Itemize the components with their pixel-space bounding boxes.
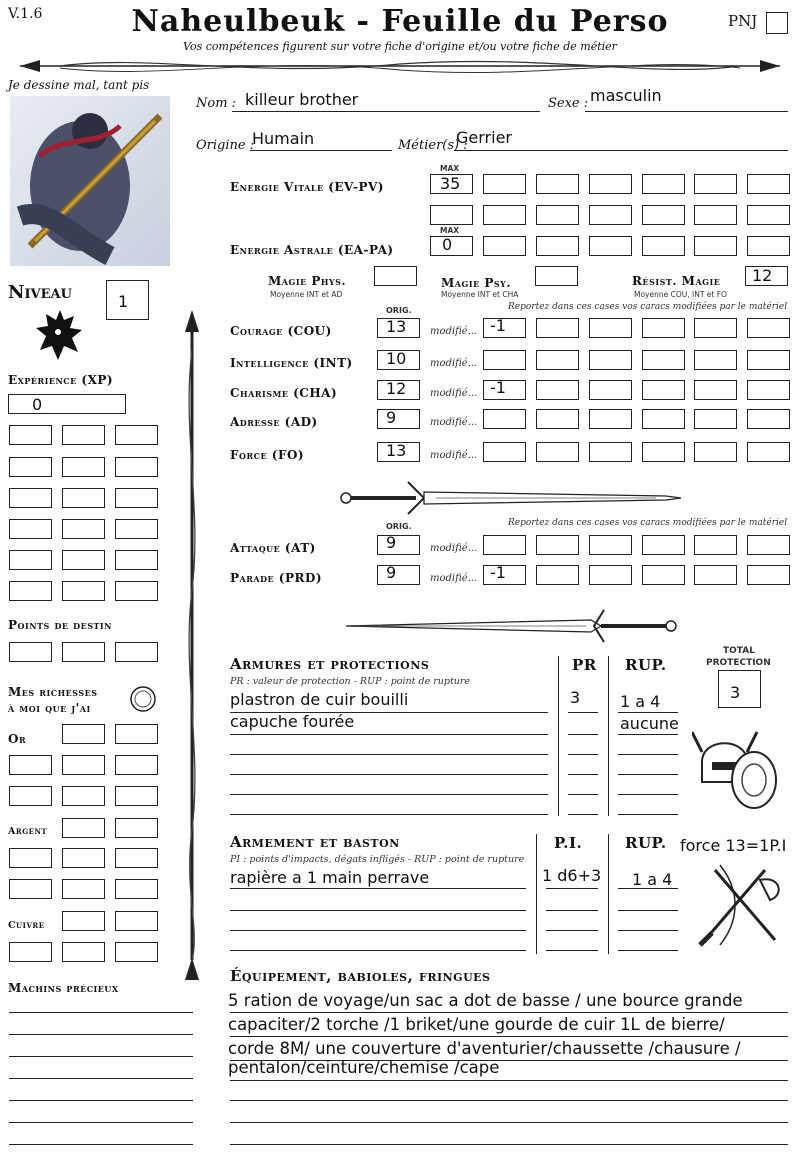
money-box[interactable]: [115, 879, 158, 899]
page-title: Naheulbeuk - Feuille du Perso: [131, 4, 669, 39]
weapon-pi-line: [546, 950, 598, 951]
xp-box[interactable]: [115, 457, 158, 477]
armor-col-sep-2: [608, 656, 609, 816]
stat-mod-box[interactable]: [483, 409, 526, 429]
ev-tracker-box[interactable]: [589, 205, 632, 225]
ev-max-value: 35: [440, 174, 461, 193]
equip-line: [230, 1080, 788, 1081]
magie-psy-note: Moyenne INT et CHA: [441, 290, 519, 299]
stat-mod-box[interactable]: [747, 442, 790, 462]
armor-rup-line: [618, 712, 678, 713]
stat-mod-box[interactable]: [536, 380, 579, 400]
sexe-underline: [585, 111, 788, 112]
combat-orig-value: 9: [386, 533, 397, 552]
ev-tracker-box[interactable]: [747, 174, 790, 194]
metier-label: Métier(s) :: [398, 138, 468, 153]
stat-mod-box[interactable]: [747, 350, 790, 370]
armor-pr-line: [568, 814, 598, 815]
ev-tracker-box[interactable]: [694, 205, 737, 225]
stat-orig-value: 10: [386, 349, 407, 368]
weapon-name-line: [230, 910, 526, 911]
weapon-rup-line: [618, 950, 678, 951]
xp-label: Expérience (XP): [8, 373, 114, 387]
magie-psy-box[interactable]: [535, 266, 578, 286]
nom-underline: [232, 111, 540, 112]
ev-tracker-box[interactable]: [483, 174, 526, 194]
money-box[interactable]: [115, 724, 158, 744]
weapon-name-line: [230, 888, 526, 889]
crossed-weapons-icon: [690, 860, 790, 950]
stat-mod-box[interactable]: [642, 409, 685, 429]
origine-field[interactable]: Humain: [252, 129, 315, 148]
ev-tracker-box[interactable]: [642, 205, 685, 225]
weapon-rup[interactable]: 1 a 4: [632, 870, 673, 889]
xp-box[interactable]: [62, 550, 105, 570]
xp-box[interactable]: [62, 581, 105, 601]
armor-pr-line: [568, 734, 598, 735]
version-label: V.1.6: [8, 6, 43, 22]
weapons-title: Armement et baston: [230, 833, 400, 851]
combat-label: Parade (PRD): [230, 571, 323, 585]
money-box[interactable]: [115, 818, 158, 838]
ea-tracker-box[interactable]: [589, 236, 632, 256]
stat-mod-box[interactable]: [483, 442, 526, 462]
money-box[interactable]: [9, 848, 52, 868]
destin-box[interactable]: [115, 642, 158, 662]
resist-magie-value: 12: [752, 266, 773, 285]
stat-mod-box[interactable]: [589, 318, 632, 338]
machins-label: Machins précieux: [8, 981, 119, 995]
equip-text[interactable]: corde 8M/ une couverture d'aventurier/chaussette /chausure /: [228, 1039, 741, 1058]
total-protection-value: 3: [730, 683, 741, 702]
ev-tracker-box[interactable]: [536, 174, 579, 194]
force-note: force 13=1P.I: [680, 836, 787, 855]
armor-rup-line: [618, 754, 678, 755]
xp-box[interactable]: [9, 488, 52, 508]
money-box[interactable]: [9, 942, 52, 962]
money-box[interactable]: [62, 818, 105, 838]
xp-box[interactable]: [115, 550, 158, 570]
resist-magie-note: Moyenne COU, INT et FO: [634, 290, 727, 299]
money-box[interactable]: [115, 942, 158, 962]
destin-label: Points de destin: [8, 618, 112, 632]
weapon-pi-line: [546, 888, 598, 889]
combat-mod-box[interactable]: [747, 565, 790, 585]
stats-orig-label: ORIG.: [386, 306, 412, 315]
xp-box[interactable]: [9, 550, 52, 570]
sword-divider-icon: [336, 478, 686, 518]
xp-box[interactable]: [62, 425, 105, 445]
stat-mod-box[interactable]: [694, 442, 737, 462]
machins-line: [9, 1034, 193, 1035]
argent-label: Argent: [8, 826, 48, 837]
ea-tracker-box[interactable]: [747, 236, 790, 256]
stat-label: Force (FO): [230, 448, 305, 462]
equip-line: [230, 1122, 788, 1123]
stat-mod-box[interactable]: [589, 442, 632, 462]
ev-tracker-box[interactable]: [642, 174, 685, 194]
stat-modifie-label: modifié...: [430, 450, 478, 461]
stat-mod-box[interactable]: [747, 409, 790, 429]
money-box[interactable]: [115, 911, 158, 931]
stat-mod-box[interactable]: [483, 350, 526, 370]
niveau-value: 1: [118, 292, 129, 311]
stat-mod-box[interactable]: [694, 318, 737, 338]
sexe-field[interactable]: masculin: [590, 86, 662, 105]
equip-text[interactable]: 5 ration de voyage/un sac a dot de basse / une bource grande: [228, 991, 743, 1010]
niveau-label: Niveau: [8, 282, 72, 303]
character-portrait: [10, 96, 170, 266]
stats-note: Reportez dans ces cases vos caracs modifiées par le matériel: [508, 302, 788, 312]
stat-orig-value: 12: [386, 379, 407, 398]
metier-field[interactable]: Gerrier: [456, 128, 512, 147]
destin-box[interactable]: [62, 642, 105, 662]
money-box[interactable]: [115, 786, 158, 806]
stat-mod-box[interactable]: [747, 380, 790, 400]
xp-value: 0: [32, 395, 43, 414]
magie-phys-label: Magie Phys.: [268, 274, 347, 288]
page-subtitle: Vos compétences figurent sur votre fiche d'origine et/ou votre fiche de métier: [183, 40, 617, 53]
xp-box[interactable]: [62, 519, 105, 539]
weapon-name-line: [230, 950, 526, 951]
stat-label: Courage (COU): [230, 324, 332, 338]
money-box[interactable]: [62, 848, 105, 868]
combat-modifie-label: modifié...: [430, 573, 478, 584]
weapons-note: PI : points d'impacts, dégats infligés - RUP : point de rupture: [230, 854, 525, 865]
stat-label: Intelligence (INT): [230, 356, 353, 370]
armor-rup[interactable]: 1 a 4: [620, 692, 661, 711]
machins-line: [9, 1100, 193, 1101]
metier-underline: [454, 150, 788, 151]
stat-modifie-label: modifié...: [430, 358, 478, 369]
armor-name-line: [230, 754, 548, 755]
armor-rup-label: RUP.: [625, 656, 667, 674]
weapons-col-sep-2: [608, 834, 609, 954]
combat-mod-box[interactable]: [747, 535, 790, 555]
combat-orig-box[interactable]: [377, 565, 420, 585]
armor-pr-line: [568, 774, 598, 775]
stat-modifie-label: modifié...: [430, 326, 478, 337]
xp-box[interactable]: [115, 488, 158, 508]
ev-tracker-box[interactable]: [747, 205, 790, 225]
money-box[interactable]: [9, 879, 52, 899]
combat-orig-box[interactable]: [377, 535, 420, 555]
weapon-name-line: [230, 930, 526, 931]
ea-tracker-box[interactable]: [694, 236, 737, 256]
helmet-shield-icon: [692, 722, 782, 812]
combat-mod-box[interactable]: [694, 535, 737, 555]
resist-magie-label: Résist. Magie: [632, 274, 721, 288]
combat-mod-box[interactable]: [483, 535, 526, 555]
armor-pr-line: [568, 794, 598, 795]
dragon-icon: [34, 306, 86, 364]
combat-modifie-label: modifié...: [430, 543, 478, 554]
armor-pr-label: PR: [572, 656, 597, 674]
sexe-label: Sexe :: [548, 96, 589, 111]
armor-rup-line: [618, 794, 678, 795]
equip-text[interactable]: pentalon/ceinture/chemise /cape: [228, 1058, 500, 1077]
money-box[interactable]: [62, 755, 105, 775]
weapon-pi-line: [546, 930, 598, 931]
equipment-title: Équipement, babioles, fringues: [230, 967, 491, 985]
ev-tracker-box[interactable]: [483, 205, 526, 225]
armor-name-line: [230, 814, 548, 815]
magie-phys-note: Moyenne INT et AD: [270, 290, 343, 299]
xp-box[interactable]: [62, 488, 105, 508]
pnj-label: PNJ: [728, 12, 758, 30]
money-box[interactable]: [9, 755, 52, 775]
combat-mod-value: -1: [490, 563, 506, 582]
xp-box[interactable]: [9, 457, 52, 477]
stat-orig-box[interactable]: [377, 409, 420, 429]
xp-box[interactable]: [8, 394, 126, 414]
combat-mod-box[interactable]: [642, 535, 685, 555]
cuivre-label: Cuivre: [8, 920, 45, 931]
money-box[interactable]: [115, 755, 158, 775]
armor-name[interactable]: capuche fourée: [230, 712, 355, 731]
machins-line: [9, 1056, 193, 1057]
stat-mod-box[interactable]: [694, 350, 737, 370]
stat-mod-box[interactable]: [536, 409, 579, 429]
money-box[interactable]: [62, 942, 105, 962]
richesses-label-2: à moi que j'ai: [8, 701, 91, 715]
combat-orig-value: 9: [386, 563, 397, 582]
stat-orig-value: 9: [386, 408, 397, 427]
ev-tracker-box[interactable]: [694, 174, 737, 194]
magie-psy-label: Magie Psy.: [441, 276, 512, 290]
combat-mod-box[interactable]: [589, 535, 632, 555]
equip-line: [230, 1036, 788, 1037]
xp-box[interactable]: [62, 457, 105, 477]
armor-rup-line: [618, 814, 678, 815]
stat-mod-box[interactable]: [642, 442, 685, 462]
stat-label: Charisme (CHA): [230, 386, 338, 400]
combat-label: Attaque (AT): [230, 541, 316, 555]
ev-tracker-box[interactable]: [536, 205, 579, 225]
stat-mod-value: -1: [490, 378, 506, 397]
armor-pr[interactable]: 3: [570, 688, 581, 707]
stat-mod-box[interactable]: [536, 350, 579, 370]
armor-name-line: [230, 734, 548, 735]
stat-modifie-label: modifié...: [430, 388, 478, 399]
stat-mod-box[interactable]: [589, 350, 632, 370]
ev-label: Energie Vitale (EV-PV): [230, 180, 384, 194]
pnj-checkbox[interactable]: [766, 12, 788, 34]
weapons-pi-label: P.I.: [554, 834, 583, 852]
stat-label: Adresse (AD): [230, 415, 318, 429]
armor-rup[interactable]: aucune: [620, 714, 679, 733]
ea-tracker-box[interactable]: [483, 236, 526, 256]
stat-mod-box[interactable]: [642, 318, 685, 338]
xp-box[interactable]: [115, 581, 158, 601]
money-box[interactable]: [62, 786, 105, 806]
armor-note: PR : valeur de protection - RUP : point de rupture: [230, 676, 471, 687]
machins-line: [9, 1078, 193, 1079]
combat-mod-box[interactable]: [536, 565, 579, 585]
xp-box[interactable]: [115, 425, 158, 445]
armor-name-line: [230, 794, 548, 795]
nom-field[interactable]: killeur brother: [245, 90, 359, 109]
ea-max-value: 0: [442, 235, 453, 254]
stat-mod-box[interactable]: [589, 380, 632, 400]
money-box[interactable]: [115, 848, 158, 868]
ea-label: Energie Astrale (EA-PA): [230, 243, 394, 257]
stat-mod-value: -1: [490, 316, 506, 335]
portrait-caption: Je dessine mal, tant pis: [8, 78, 150, 92]
ev-max-label: MAX: [440, 164, 460, 173]
weapons-col-sep-1: [536, 834, 537, 954]
stat-mod-box[interactable]: [589, 409, 632, 429]
armor-name-line: [230, 774, 548, 775]
ev-tracker-box[interactable]: [589, 174, 632, 194]
total-protection-label-2: PROTECTION: [706, 658, 771, 668]
origine-underline: [250, 150, 392, 151]
money-box[interactable]: [9, 786, 52, 806]
weapons-rup-label: RUP.: [625, 834, 667, 852]
ev-tracker-box[interactable]: [430, 205, 473, 225]
armor-pr-line: [568, 754, 598, 755]
equip-text[interactable]: capaciter/2 torche /1 briket/une gourde de cuir 1L de bierre/: [228, 1015, 725, 1034]
richesses-label-1: Mes richesses: [8, 685, 98, 699]
vertical-spear-ornament: [180, 310, 204, 980]
money-box[interactable]: [62, 911, 105, 931]
destin-box[interactable]: [9, 642, 52, 662]
origine-label: Origine :: [196, 138, 255, 153]
money-box[interactable]: [62, 724, 105, 744]
weapon-pi-line: [546, 910, 598, 911]
combat-note: Reportez dans ces cases vos caracs modifiées par le matériel: [508, 518, 788, 528]
xp-box[interactable]: [9, 425, 52, 445]
xp-box[interactable]: [9, 519, 52, 539]
stat-orig-value: 13: [386, 441, 407, 460]
money-box[interactable]: [62, 879, 105, 899]
stat-mod-box[interactable]: [536, 442, 579, 462]
weapon-pi[interactable]: 1 d6+3: [542, 866, 602, 885]
total-protection-label-1: TOTAL: [723, 646, 755, 656]
stat-mod-box[interactable]: [694, 380, 737, 400]
weapon-rup-line: [618, 910, 678, 911]
equip-line: [230, 1100, 788, 1101]
or-label: Or: [8, 732, 27, 746]
stat-mod-box[interactable]: [536, 318, 579, 338]
armor-col-sep-1: [558, 656, 559, 816]
armor-rup-line: [618, 734, 678, 735]
equip-line: [230, 1144, 788, 1145]
armor-pr-line: [568, 712, 598, 713]
ea-tracker-box[interactable]: [536, 236, 579, 256]
equip-line: [230, 1012, 788, 1013]
coin-icon: [128, 684, 158, 714]
weapon-rup-line: [618, 930, 678, 931]
armor-title: Armures et protections: [230, 655, 430, 673]
stat-mod-box[interactable]: [694, 409, 737, 429]
armor-rup-line: [618, 774, 678, 775]
machins-line: [9, 1012, 193, 1013]
stat-mod-box[interactable]: [642, 380, 685, 400]
stat-mod-box[interactable]: [747, 318, 790, 338]
ea-tracker-box[interactable]: [642, 236, 685, 256]
nom-label: Nom :: [196, 96, 237, 111]
combat-mod-box[interactable]: [642, 565, 685, 585]
combat-mod-box[interactable]: [589, 565, 632, 585]
weapon-name[interactable]: rapière a 1 main perrave: [230, 868, 430, 887]
xp-box[interactable]: [115, 519, 158, 539]
magie-phys-box[interactable]: [374, 266, 417, 286]
ea-max-label: MAX: [440, 226, 460, 235]
stat-modifie-label: modifié...: [430, 417, 478, 428]
xp-box[interactable]: [9, 581, 52, 601]
sword-divider-2-icon: [336, 606, 686, 646]
combat-mod-box[interactable]: [536, 535, 579, 555]
combat-mod-box[interactable]: [694, 565, 737, 585]
machins-line: [9, 1122, 193, 1123]
stat-mod-box[interactable]: [642, 350, 685, 370]
machins-line: [9, 1144, 193, 1145]
combat-orig-label: ORIG.: [386, 522, 412, 531]
stat-orig-value: 13: [386, 317, 407, 336]
armor-name[interactable]: plastron de cuir bouilli: [230, 690, 409, 709]
